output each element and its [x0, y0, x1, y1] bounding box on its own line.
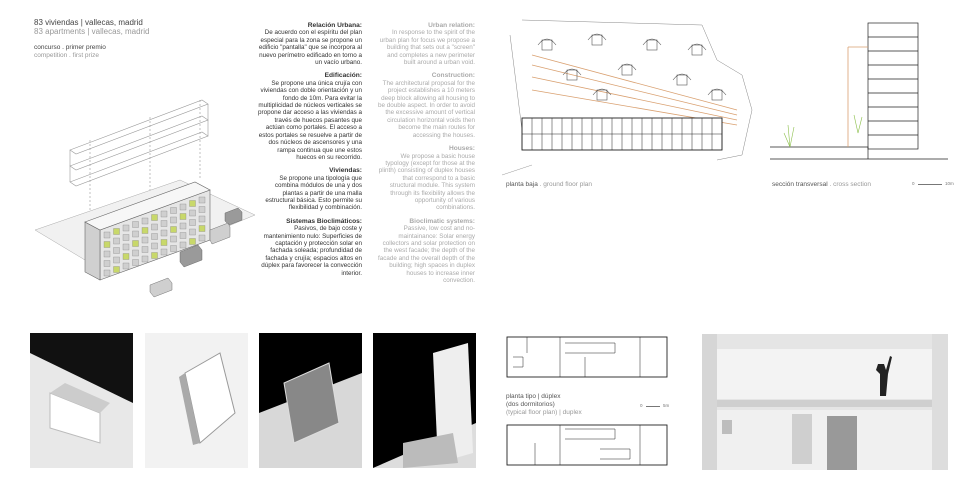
heading: Houses: [448, 145, 475, 153]
section-housing-es [258, 167, 362, 211]
model-photo-3 [259, 333, 362, 468]
body: De acuerdo con el espíritu del plan especial para la zona se propone un edificio "pantalla" que se incorpora al nuevo perímetro edificado en torno a un vacío urbano. [258, 29, 362, 67]
axonometric-drawing [30, 80, 260, 310]
caption-en: . ground floor plan [539, 181, 593, 188]
heading: Relación Urbana: [307, 22, 362, 29]
caption-es-1: planta tipo | dúplex [506, 393, 561, 400]
model-photo-4 [373, 333, 476, 468]
body: Pasivos, de bajo coste y mantenimiento nulo: Superficies de captación y protección solar en fachada soleada; profundidad de fachada y crujía; espacios altos en dúplex para favorecer la convección interior. [261, 225, 362, 277]
project-title-es: 83 viviendas | vallecas, madrid [34, 18, 143, 27]
body: Passive, low cost and no-maintainance: Solar energy collectors and solar protection on the west facade; the depth of the facade and the overall depth of the building; high spaces in duplex houses to increase inner convection. [378, 225, 475, 284]
heading: Bioclimatic systems: [409, 217, 475, 225]
scale-5: 5m [663, 403, 670, 408]
typical-floor-caption [506, 393, 582, 417]
model-photo-2 [145, 333, 248, 468]
section-urban-en [377, 22, 475, 66]
scale-10: 10m [945, 181, 954, 186]
section-building-es [258, 72, 362, 161]
award-en: competition . first prize [34, 52, 100, 59]
text-column-es [258, 22, 362, 283]
body: In response to the spirit of the urban plan for focus we propose a building that sets out a "screen" and completes a new perimeter built around a urban void. [379, 29, 475, 67]
section-houses-en [377, 145, 475, 212]
body: We propose a basic house typology (except for those at the plinth) consisting of duplex houses that correspond to a basic structural module. This system through its flexibility allows the opportunity of various combinations. [378, 152, 475, 212]
award-info [34, 44, 106, 60]
caption-es-2: (dos dormitorios) [506, 401, 555, 408]
caption-en: . cross section [829, 181, 871, 188]
typical-floor-plan-upper [505, 335, 670, 380]
project-title [34, 18, 149, 36]
section-urban-es [258, 22, 362, 66]
caption-en: (typical floor plan) | duplex [506, 409, 582, 416]
model-photo-1 [30, 333, 133, 468]
section-bioclimatic-es [258, 218, 362, 277]
cross-section [770, 15, 950, 175]
typical-floor-plan-lower [505, 423, 670, 468]
text-column-en [377, 22, 475, 290]
body: The architectural proposal for the project establishes a 10 meters deep block allowing all housing to be double aspect. In order to avoid the excessive amount of vertical circulation horizontal voids then become the main routes for accessing the houses. [378, 79, 475, 139]
section-bioclimatic-en [377, 218, 475, 285]
interior-render [702, 334, 948, 470]
heading: Urban relation: [428, 22, 475, 29]
heading: Edificación: [324, 72, 362, 80]
section-scale-bar [912, 181, 954, 186]
heading: Construction: [431, 72, 475, 80]
heading: Viviendas: [329, 167, 362, 175]
section-construction-en [377, 72, 475, 139]
ground-floor-caption [506, 181, 592, 189]
scale-0: 0 [912, 181, 915, 186]
project-title-en: 83 apartments | vallecas, madrid [34, 27, 150, 36]
body: Se propone una tipología que combina módulos de una y dos plantas a partir de una malla estructural básica. Esto permite su flexibilidad y combinación. [265, 174, 362, 212]
caption-es: sección transversal [772, 181, 828, 188]
cross-section-caption [772, 181, 871, 189]
heading: Sistemas Bioclimáticos: [286, 217, 362, 225]
award-es: concurso . primer premio [34, 44, 106, 51]
body: Se propone una única crujía con viviendas con doble orientación y un fondo de 10m. Para evitar la multiplicidad de núcleos verticales se propone dar acceso a las viviendas a través de huecos pasantes que actúan como portales. El acceso a estos portales se resuelve a partir de dos núcleos de ascensores y una rampa continua que une estos huecos en su recorrido. [258, 79, 362, 161]
plan-scale-bar [640, 403, 669, 408]
caption-es: planta baja [506, 181, 538, 188]
scale-0: 0 [640, 403, 643, 408]
ground-floor-plan [502, 15, 764, 180]
